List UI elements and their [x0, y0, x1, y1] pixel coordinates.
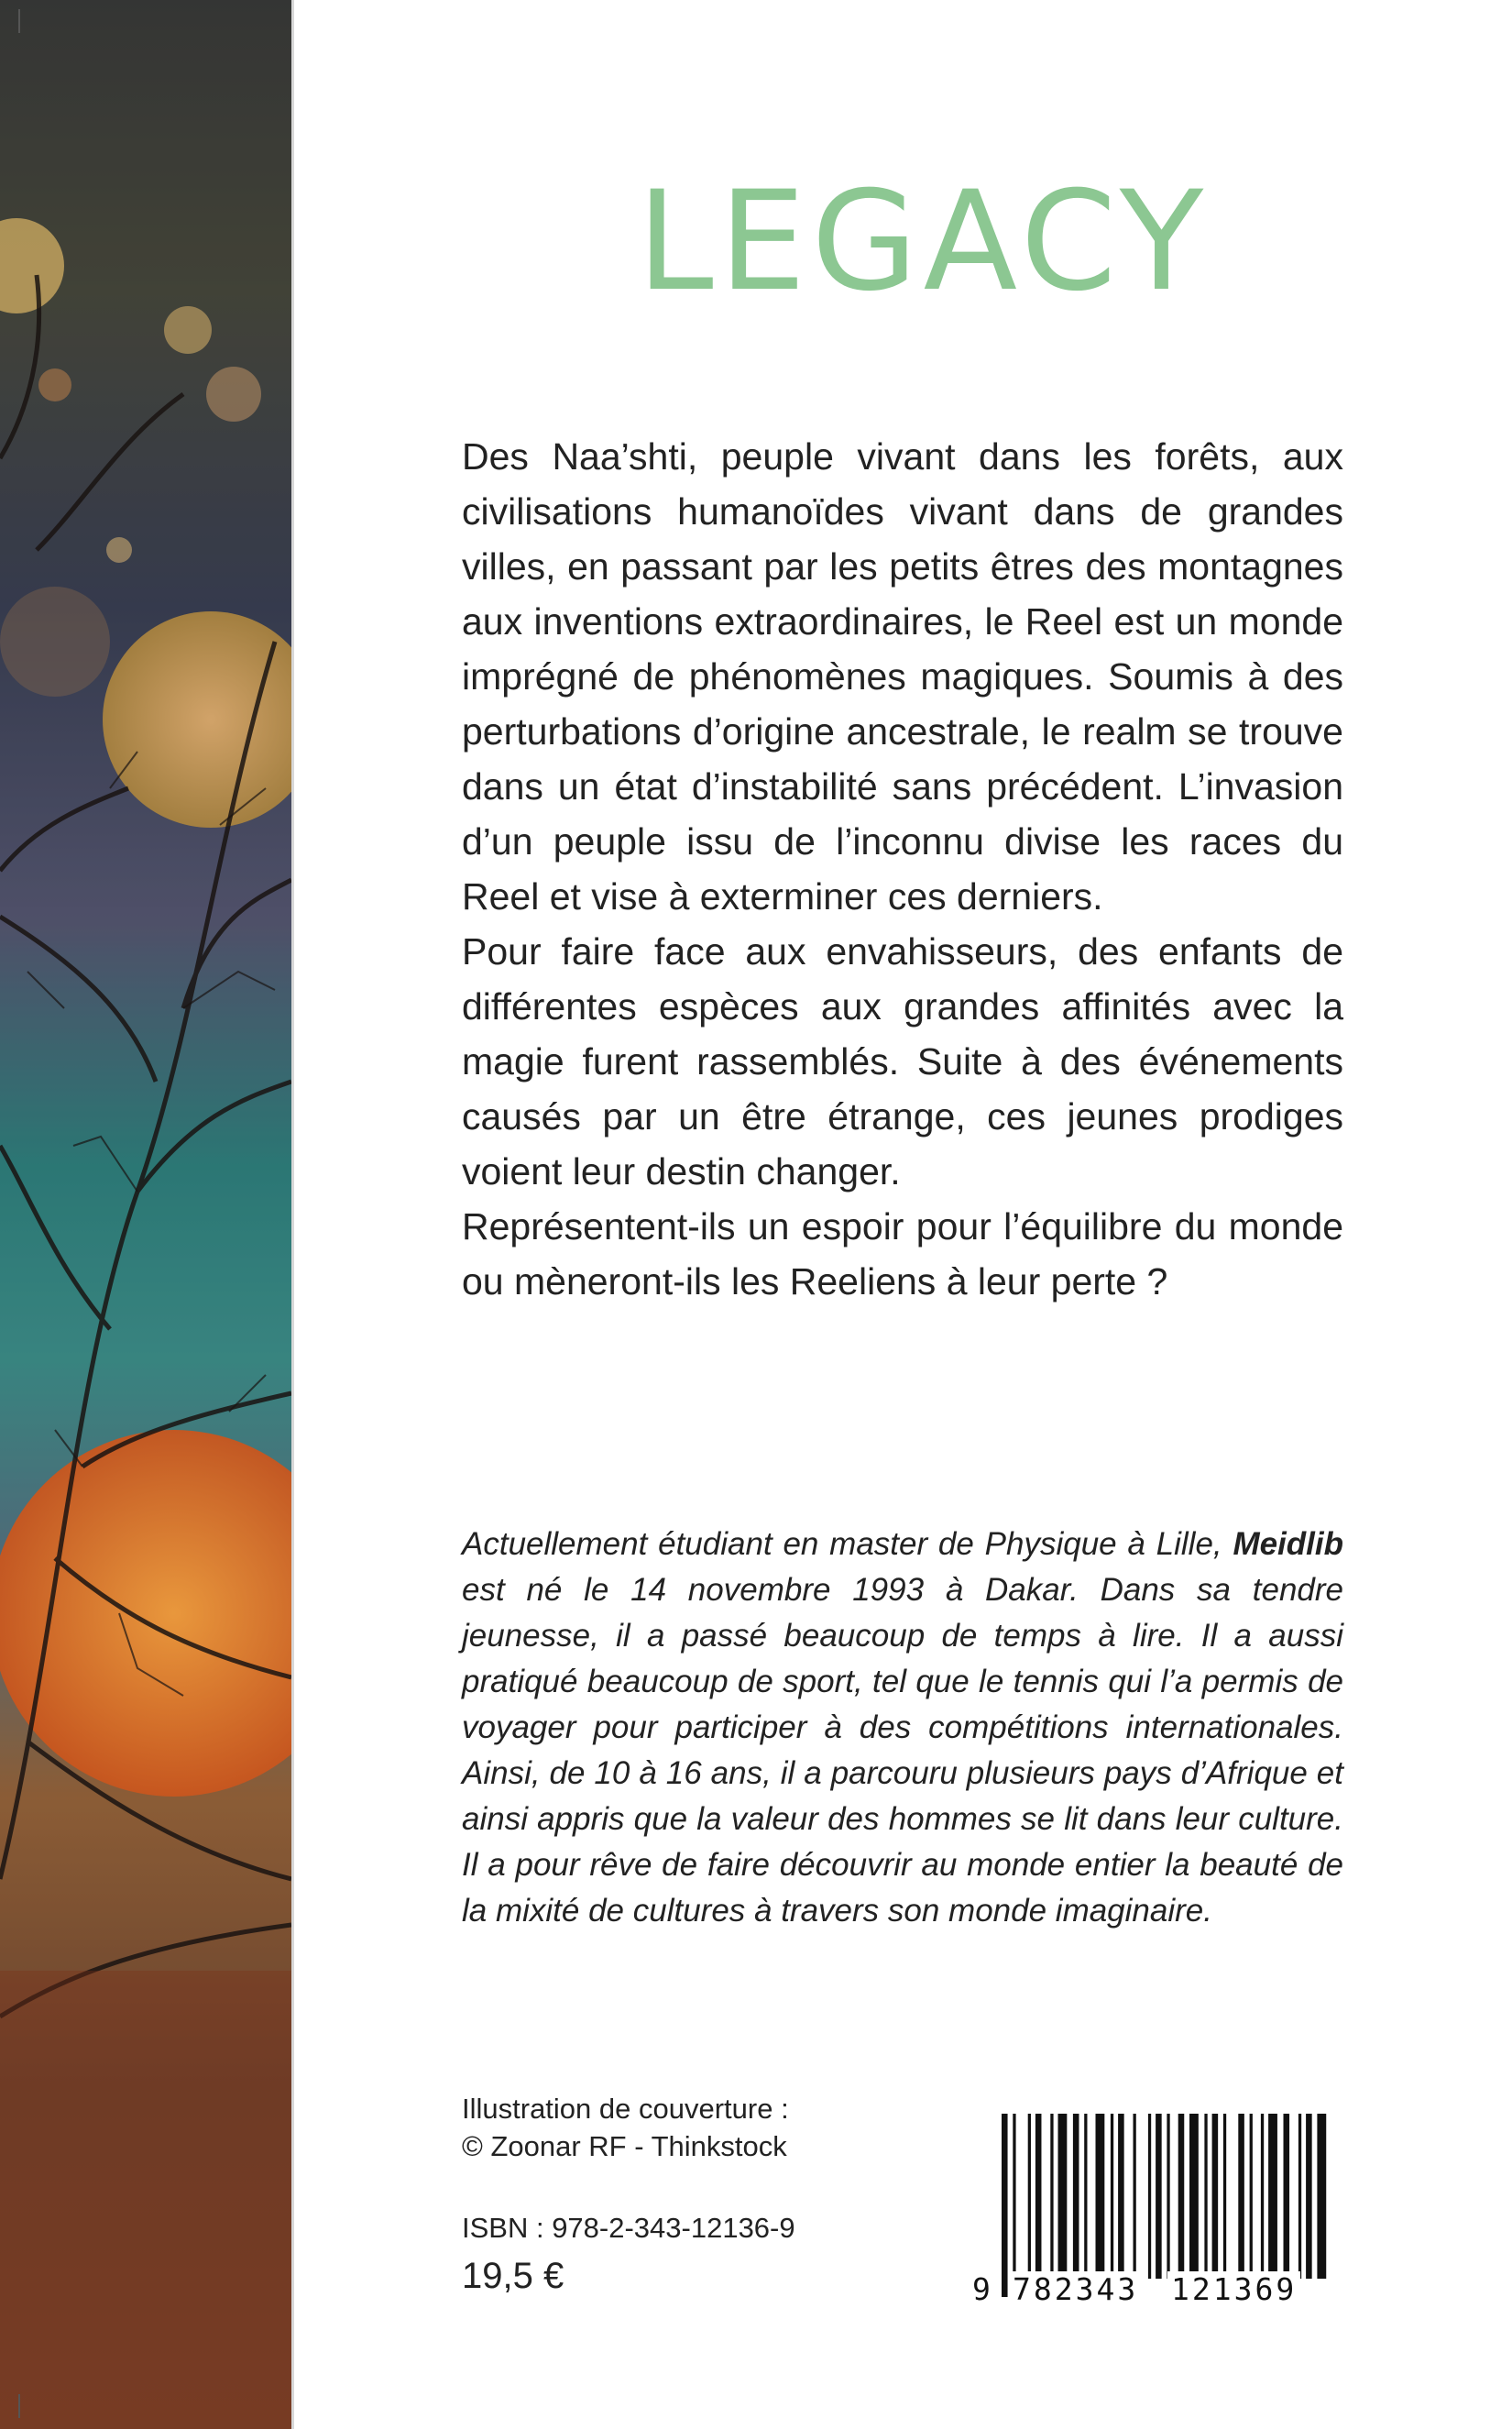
barcode-group-1: 782343 [1009, 2271, 1142, 2308]
barcode-bar [1084, 2114, 1087, 2279]
crop-mark [18, 2394, 20, 2418]
barcode-bar [1238, 2114, 1244, 2297]
barcode-bar [1268, 2114, 1277, 2279]
barcode-bar [1111, 2114, 1113, 2279]
barcode-bar [1261, 2114, 1264, 2279]
orb-small-1 [164, 306, 212, 354]
cover-artwork-strip [0, 0, 291, 2429]
barcode-bar [1118, 2114, 1124, 2279]
barcode-bar [1028, 2114, 1031, 2279]
summary-paragraph-1: Des Naa’shti, peuple vivant dans les forêts, aux civilisations humanoïdes vivant dans de grandes villes, en passant par les petits êtres des montagnes aux inventions extraordinaires, le Reel est un monde imprégné de phénomènes magiques. Soumis à des perturbations d’origine ancestrale, le realm se trouve dans un état d’instabilité sans précédent. L’invasion d’un peuple issu de l’inconnu divise les races du Reel et vise à exterminer ces derniers. [462, 435, 1343, 918]
crop-mark [18, 9, 20, 33]
credits-label: Illustration de couverture : [462, 2093, 789, 2125]
bio-body: est né le 14 novembre 1993 à Dakar. Dans sa tendre jeunesse, il a passé beaucoup de temps à lire. Il a aussi pratiqué beaucoup de sport, tel que le tennis qui l’a permis de voyager pour participer à des compétitions internationales. Ainsi, de 10 à 16 ans, il a parcouru plusieurs pays d’Afrique et ainsi appris que la valeur des hommes se lit dans leur culture. Il a pour rêve de faire découvrir au monde entier la beauté de la mixité de cultures à travers son monde imaginaire. [462, 1572, 1343, 1929]
book-summary [462, 429, 1343, 1309]
orb-dim [0, 587, 110, 697]
barcode-bar [1134, 2114, 1136, 2279]
book-title-text: LEGACY [637, 162, 1210, 322]
orb-small-4 [38, 368, 71, 401]
illustration-credits [462, 2090, 920, 2165]
barcode-lead-digit: 9 [972, 2271, 993, 2307]
orb-small-3 [106, 537, 132, 563]
credits-source: © Zoonar RF - Thinkstock [462, 2130, 787, 2162]
barcode-group-2: 121369 [1167, 2271, 1300, 2308]
barcode-bar [1223, 2114, 1226, 2279]
author-bio [462, 1522, 1343, 1934]
barcode-bar [1178, 2114, 1185, 2279]
isbn-number: ISBN : 978-2-343-12136-9 [462, 2212, 795, 2244]
book-title [637, 162, 1210, 322]
book-price: 19,5 € [462, 2256, 564, 2296]
barcode-bar [1212, 2114, 1219, 2279]
barcode-bar [1306, 2114, 1312, 2279]
orb-small-2 [206, 367, 261, 422]
barcode-bar [1189, 2114, 1199, 2279]
barcode-bar [1073, 2114, 1079, 2279]
barcode-bar [1013, 2114, 1015, 2297]
summary-paragraph-2: Pour faire face aux envahisseurs, des enfants de différentes espèces aux grandes affinités avec la magie furent rassemblés. Suite à des événements causés par un être étrange, ces jeunes prodiges voient leur destin changer. [462, 930, 1343, 1193]
barcode-digits [972, 2271, 1339, 2308]
barcode-bar [1298, 2114, 1301, 2279]
barcode-bar [1035, 2114, 1042, 2279]
orb-orange [0, 1430, 291, 1797]
barcode-bar [1058, 2114, 1068, 2279]
back-cover [291, 0, 1512, 2429]
barcode-bar [1317, 2114, 1326, 2279]
barcode-bar [1167, 2114, 1169, 2279]
barcode-bar [1204, 2114, 1207, 2279]
barcode-bar [1250, 2114, 1253, 2279]
bio-intro: Actuellement étudiant en master de Physique à Lille, [462, 1526, 1233, 1562]
author-name: Meidlib [1233, 1526, 1343, 1562]
barcode-bar [1148, 2114, 1151, 2279]
barcode-bar [1050, 2114, 1053, 2279]
barcode-bar [1096, 2114, 1105, 2279]
barcode-bar [1156, 2114, 1162, 2279]
barcode-bar [1002, 2114, 1008, 2297]
summary-paragraph-3: Représentent-ils un espoir pour l’équilibre du monde ou mèneront-ils les Reeliens à leur perte ? [462, 1205, 1343, 1302]
isbn-barcode [972, 2105, 1339, 2317]
barcode-bar [1284, 2114, 1290, 2279]
